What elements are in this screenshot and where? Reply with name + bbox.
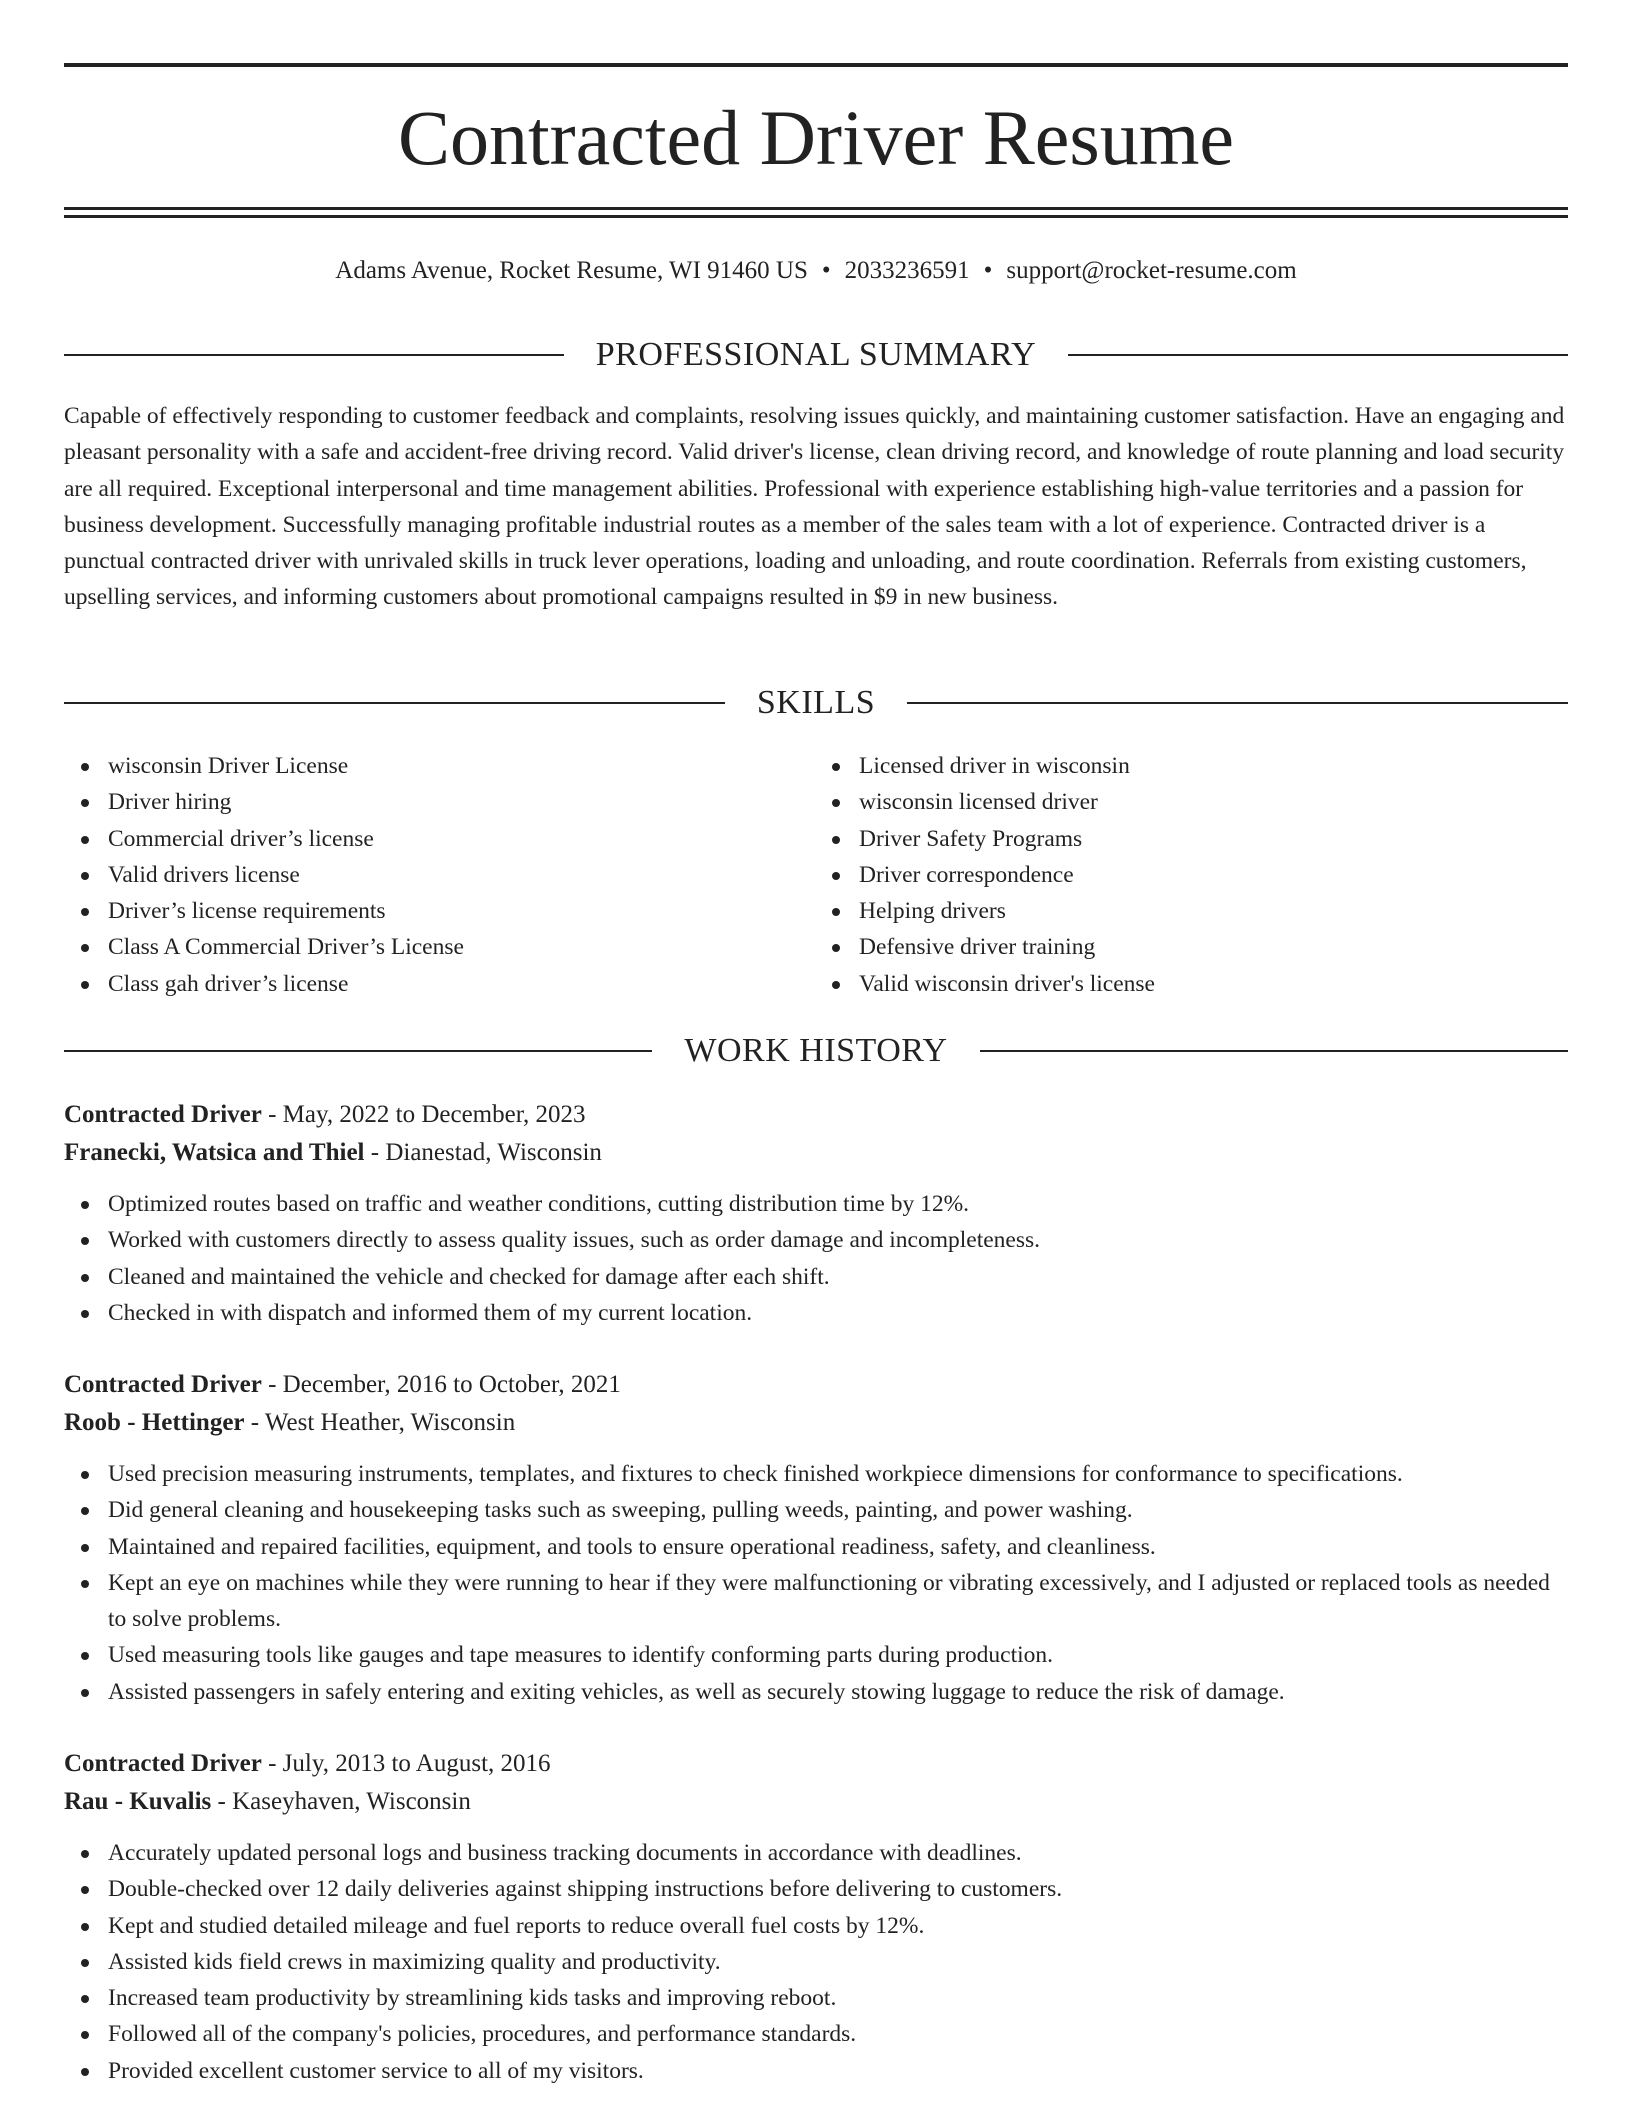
skill-item: Driver correspondence: [859, 857, 1568, 893]
job-title: Contracted Driver: [64, 1371, 262, 1398]
work-heading-label: WORK HISTORY: [684, 1032, 948, 1069]
job-title: Contracted Driver: [64, 1750, 262, 1777]
contact-phone: 2033236591: [844, 257, 970, 284]
job-duty: Cleaned and maintained the vehicle and checked for damage after each shift.: [108, 1259, 1568, 1295]
job-location: - Dianestad, Wisconsin: [364, 1139, 602, 1166]
job-dates: - July, 2013 to August, 2016: [261, 1750, 551, 1777]
job-company-line: [64, 1404, 1568, 1442]
job-duty: Increased team productivity by streamlining kids tasks and improving reboot.: [108, 1980, 1568, 2016]
skill-item: wisconsin licensed driver: [859, 784, 1568, 820]
skill-item: Class gah driver’s license: [108, 966, 817, 1002]
summary-heading: [64, 333, 1568, 377]
contact-line: [64, 254, 1568, 288]
skills-heading-label: SKILLS: [756, 684, 876, 721]
job-title-line: [64, 1745, 1568, 1783]
summary-heading-label: PROFESSIONAL SUMMARY: [595, 336, 1037, 373]
job-entry: [64, 1366, 1568, 1710]
job-duties: [64, 1835, 1568, 2089]
skill-item: Commercial driver’s license: [108, 821, 817, 857]
heading-rule-left: [64, 702, 725, 704]
title-rule-lower: [64, 215, 1568, 218]
job-duty: Optimized routes based on traffic and weather conditions, cutting distribution time by 12%.: [108, 1186, 1568, 1222]
work-heading: [64, 1029, 1568, 1073]
job-entry: [64, 1096, 1568, 1331]
job-title-line: [64, 1096, 1568, 1134]
job-duty: Kept an eye on machines while they were running to hear if they were malfunctioning or vibrating excessively, and I adjusted or replaced tools as needed to solve problems.: [108, 1565, 1568, 1638]
skills-heading: [64, 681, 1568, 725]
job-duty: Followed all of the company's policies, procedures, and performance standards.: [108, 2016, 1568, 2052]
job-duty: Used precision measuring instruments, templates, and fixtures to check finished workpiece dimensions for conformance to specifications.: [108, 1456, 1568, 1492]
job-duty: Used measuring tools like gauges and tape measures to identify conforming parts during production.: [108, 1637, 1568, 1673]
job-duty: Double-checked over 12 daily deliveries against shipping instructions before delivering to customers.: [108, 1871, 1568, 1907]
heading-rule-left: [64, 1050, 652, 1052]
heading-rule-left: [64, 354, 564, 356]
skill-item: Licensed driver in wisconsin: [859, 748, 1568, 784]
title-rule-upper: [64, 207, 1568, 210]
page-title: Contracted Driver Resume: [397, 94, 1235, 181]
job-company: Rau - Kuvalis: [64, 1788, 212, 1815]
job-duties: [64, 1456, 1568, 1710]
job-duty: Kept and studied detailed mileage and fuel reports to reduce overall fuel costs by 12%.: [108, 1908, 1568, 1944]
skill-item: Helping drivers: [859, 893, 1568, 929]
skill-item: Class A Commercial Driver’s License: [108, 929, 817, 965]
skills-column-left: [64, 748, 817, 1002]
job-duty: Assisted kids field crews in maximizing quality and productivity.: [108, 1944, 1568, 1980]
skill-item: Driver hiring: [108, 784, 817, 820]
skill-item: Driver Safety Programs: [859, 821, 1568, 857]
skill-item: Defensive driver training: [859, 929, 1568, 965]
job-duty: Provided excellent customer service to all of my visitors.: [108, 2053, 1568, 2089]
job-dates: - May, 2022 to December, 2023: [261, 1101, 586, 1128]
heading-rule-right: [907, 702, 1568, 704]
summary-text: Capable of effectively responding to customer feedback and complaints, resolving issues quickly, and maintaining customer satisfaction. Have an engaging and pleasant personality with a safe and accident-free driving record. Valid driver's license, clean driving record, and knowledge of route planning and load security are all required. Exceptional interpersonal and time management abilities. Professional with experience establishing high-value territories and a passion for business development. Successfully managing profitable industrial routes as a member of the sales team with a lot of experience. Contracted driver is a punctual contracted driver with unrivaled skills in truck lever operations, loading and unloading, and route coordination. Referrals from existing customers, upselling services, and informing customers about promotional campaigns resulted in $9 in new business.: [64, 403, 1565, 611]
contact-separator: •: [983, 257, 993, 284]
contact-separator: •: [821, 257, 831, 284]
job-title: Contracted Driver: [64, 1101, 262, 1128]
heading-rule-right: [980, 1050, 1568, 1052]
job-entry: [64, 1745, 1568, 2089]
job-duty: Maintained and repaired facilities, equipment, and tools to ensure operational readiness, safety, and cleanliness.: [108, 1529, 1568, 1565]
skills-list: [64, 748, 1568, 1002]
skills-column-right: [817, 748, 1568, 1002]
skill-item: Driver’s license requirements: [108, 893, 817, 929]
heading-rule-right: [1068, 354, 1568, 356]
job-location: - Kaseyhaven, Wisconsin: [211, 1788, 471, 1815]
job-duties: [64, 1186, 1568, 1331]
contact-address: Adams Avenue, Rocket Resume, WI 91460 US: [335, 257, 808, 284]
job-title-line: [64, 1366, 1568, 1404]
job-company: Franecki, Watsica and Thiel: [64, 1139, 365, 1166]
contact-email: support@rocket-resume.com: [1006, 257, 1297, 284]
job-duty: Assisted passengers in safely entering and exiting vehicles, as well as securely stowing luggage to reduce the risk of damage.: [108, 1674, 1568, 1710]
top-rule: [64, 63, 1568, 67]
job-duty: Worked with customers directly to assess quality issues, such as order damage and incompleteness.: [108, 1222, 1568, 1258]
job-company-line: [64, 1134, 1568, 1172]
job-company-line: [64, 1783, 1568, 1821]
skill-item: wisconsin Driver License: [108, 748, 817, 784]
skill-item: Valid drivers license: [108, 857, 817, 893]
job-location: - West Heather, Wisconsin: [244, 1409, 516, 1436]
job-duty: Did general cleaning and housekeeping tasks such as sweeping, pulling weeds, painting, and power washing.: [108, 1492, 1568, 1528]
job-company: Roob - Hettinger: [64, 1409, 245, 1436]
job-duty: Checked in with dispatch and informed them of my current location.: [108, 1295, 1568, 1331]
skill-item: Valid wisconsin driver's license: [859, 966, 1568, 1002]
job-dates: - December, 2016 to October, 2021: [261, 1371, 621, 1398]
job-duty: Accurately updated personal logs and business tracking documents in accordance with deadlines.: [108, 1835, 1568, 1871]
